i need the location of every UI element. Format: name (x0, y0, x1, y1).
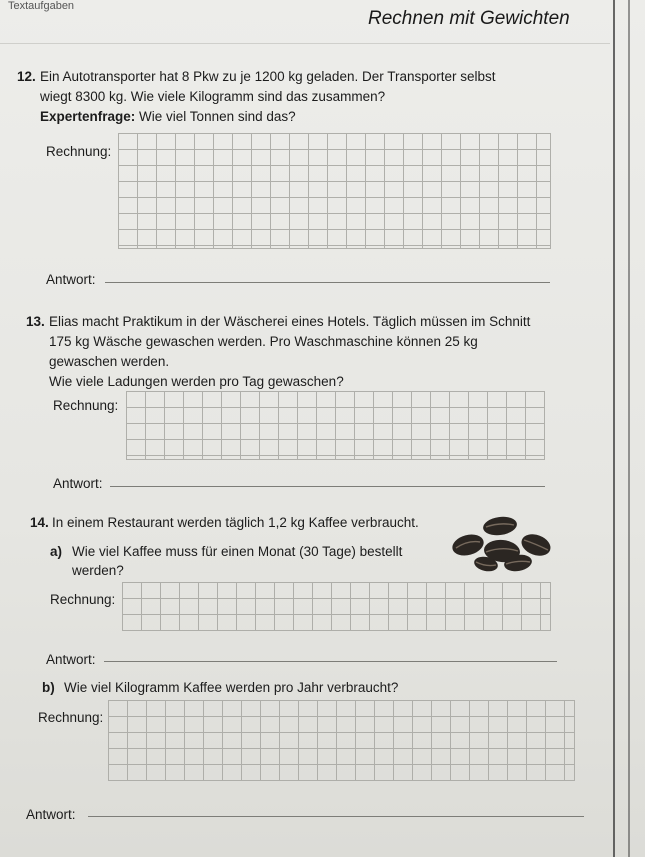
task-12-answer-label: Antwort: (46, 272, 96, 287)
task-13-answer-label: Antwort: (53, 476, 103, 491)
expert-question-label: Expertenfrage: (40, 109, 136, 124)
task-14-intro: In einem Restaurant werden täglich 1,2 kg Kaffee verbraucht. (52, 515, 419, 530)
task-12-number: 12. (17, 69, 36, 84)
task-13-calc-label: Rechnung: (53, 398, 119, 413)
task-14b-answer-label: Antwort: (26, 807, 76, 822)
task-14a-answer-label: Antwort: (46, 652, 96, 667)
worksheet-topic: Textaufgaben (8, 0, 75, 12)
task-14a-calc-label: Rechnung: (50, 592, 116, 607)
task-14a-text-line1: Wie viel Kaffee muss für einen Monat (30 Tage) bestellt (72, 544, 403, 559)
task-12-text-line1: Ein Autotransporter hat 8 Pkw zu je 1200 kg geladen. Der Transporter selbst (40, 69, 496, 84)
expert-question-text: Wie viel Tonnen sind das? (139, 109, 296, 124)
task-14a-text-line2: werden? (72, 563, 124, 578)
task-13-text-line3: gewaschen werden. (49, 354, 170, 369)
task-12-expert-question (40, 107, 296, 126)
task-13-answer-line[interactable] (110, 486, 545, 487)
task-13-text-line4: Wie viele Ladungen werden pro Tag gewaschen? (49, 374, 344, 389)
page-title: Rechnen mit Gewichten (368, 8, 570, 29)
task-14b-text: Wie viel Kilogramm Kaffee werden pro Jahr verbraucht? (64, 680, 399, 695)
task-13-text-line2: 175 kg Wäsche gewaschen werden. Pro Waschmaschine können 25 kg (49, 334, 478, 349)
task-13-calc-grid[interactable] (126, 391, 545, 460)
task-12-text-line2: wiegt 8300 kg. Wie viele Kilogramm sind das zusammen? (40, 89, 386, 104)
page-edge-line (628, 0, 630, 857)
task-13-number: 13. (26, 314, 45, 329)
task-14a-answer-line[interactable] (104, 661, 557, 662)
task-14a-label: a) (50, 544, 63, 559)
task-12-calc-label: Rechnung: (46, 144, 112, 159)
task-14b-calc-grid[interactable] (108, 700, 575, 781)
task-14a-calc-grid[interactable] (122, 582, 551, 631)
task-14b-calc-label: Rechnung: (38, 710, 104, 725)
task-14-number: 14. (30, 515, 49, 530)
title-divider (0, 43, 610, 44)
page-edge-line (613, 0, 615, 857)
task-14b-answer-line[interactable] (88, 816, 584, 817)
task-12-answer-line[interactable] (105, 282, 550, 283)
task-12-calc-grid[interactable] (118, 133, 551, 249)
coffee-beans-icon (440, 512, 560, 574)
task-13-text-line1: Elias macht Praktikum in der Wäscherei eines Hotels. Täglich müssen im Schnitt (49, 314, 531, 329)
task-14b-label: b) (42, 680, 55, 695)
